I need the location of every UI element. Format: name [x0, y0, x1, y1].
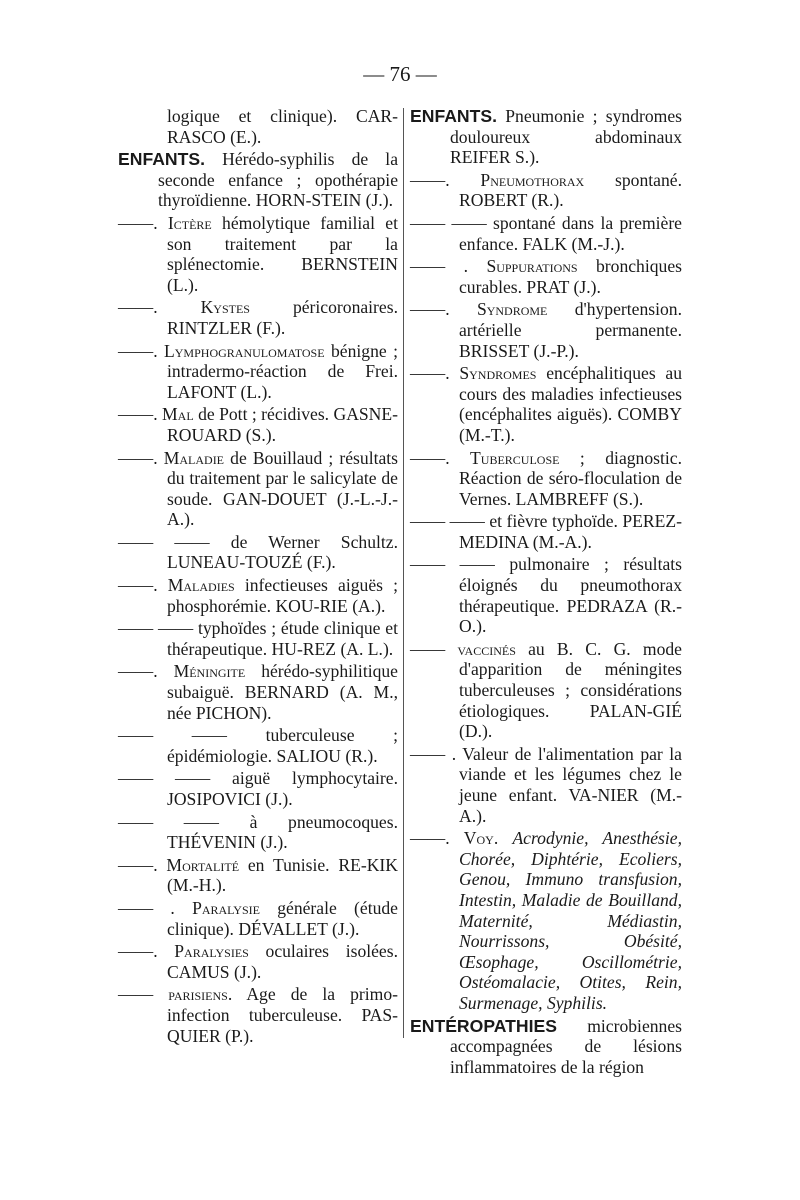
index-entry — [410, 363, 682, 445]
entry-subject: Pneumothorax — [480, 169, 585, 190]
entry-dash: ——. — [118, 340, 158, 361]
entry-text: infectieuses aiguës ; phosphorémie. KOU-RIE (A.). — [167, 575, 398, 616]
entry-dash: ——. — [118, 297, 158, 318]
index-entry — [410, 828, 682, 1013]
entry-text: Hérédo-syphilis de la seconde enfance ; opothérapie thyroïdienne. HORN-STEIN (J.). — [158, 149, 398, 211]
entry-subject: Ictère — [167, 212, 212, 233]
entry-subject: Mortalité — [166, 854, 240, 875]
index-entry — [118, 941, 398, 982]
entry-text: générale (étude clinique). DÉVALLET (J.). — [167, 897, 398, 939]
column-divider — [403, 108, 404, 1038]
entry-text: et fièvre typhoïde. PEREZ-MEDINA (M.-A.). — [459, 511, 682, 552]
entry-dash: —— — [118, 984, 154, 1005]
entry-dash: ——. — [118, 212, 158, 233]
entry-heading: ENFANTS. — [118, 149, 205, 170]
index-entry — [118, 768, 398, 809]
index-entry — [118, 725, 398, 766]
index-entry — [118, 898, 398, 939]
entry-subject: Syndromes — [459, 363, 537, 384]
index-entry — [410, 554, 682, 636]
left-column — [118, 106, 398, 1048]
entry-text: spontané dans la première enfance. FALK (M.-J.). — [459, 212, 682, 254]
entry-subject: Lymphogranulomatose — [164, 340, 325, 361]
entry-subject: Mal — [162, 404, 194, 425]
index-entry — [410, 744, 682, 826]
entry-dash: —— . — [410, 256, 469, 277]
index-entry — [118, 812, 398, 853]
entry-text: bronchiques curables. PRAT (J.). — [459, 256, 682, 297]
index-entry — [118, 448, 398, 530]
entry-dash: ——. — [410, 447, 450, 468]
index-entry — [118, 532, 398, 573]
entry-dash: —— —— — [410, 212, 487, 233]
index-entry — [118, 984, 398, 1046]
index-entry — [118, 661, 398, 723]
entry-dash: ——. — [118, 575, 158, 596]
entry-heading: ENFANTS. — [410, 106, 497, 126]
entry-dash: —— —— — [410, 511, 485, 532]
entry-text: tuberculeuse ; épidémiologie. SALIOU (R.). — [167, 725, 398, 766]
entry-subject: Kystes — [200, 297, 250, 318]
entry-dash: ——. — [118, 941, 158, 962]
entry-text: péricoronaires. RINTZLER (F.). — [167, 297, 398, 338]
index-entry — [410, 1016, 682, 1078]
entry-subject: Maladie — [163, 447, 225, 468]
entry-subject: parisiens. — [168, 984, 233, 1005]
index-entry — [410, 256, 682, 297]
entry-subject: Suppurations — [486, 256, 578, 277]
entry-text: Age de la primo-infection tuberculeuse. PAS-QUIER (P.). — [167, 984, 398, 1046]
entry-dash: ——. — [118, 404, 158, 425]
entry-text: de Werner Schultz. LUNEAU-TOUZÉ (F.). — [167, 531, 398, 573]
entry-dash: —— —— — [118, 725, 227, 746]
entry-text: en Tunisie. RE-KIK (M.-H.). — [167, 854, 398, 896]
index-entry — [410, 170, 682, 211]
entry-text: logique et clinique). CAR-RASCO (E.). — [167, 106, 398, 147]
index-entry — [118, 213, 398, 295]
entry-text: ; diagnostic. Réaction de séro-floculation de Vernes. LAMBREFF (S.). — [459, 447, 682, 509]
entry-dash: —— —— — [118, 618, 194, 639]
entry-subject: Voy. — [463, 828, 499, 849]
index-entry — [118, 404, 398, 445]
entry-dash: —— . — [118, 897, 175, 918]
index-entry — [410, 106, 682, 168]
entry-text: de Pott ; récidives. GASNE-ROUARD (S.). — [167, 404, 398, 445]
index-entry — [118, 341, 398, 403]
index-entry — [118, 106, 398, 147]
entry-text: Acrodynie, Anesthésie, Chorée, Diphtérie, Ecoliers, Genou, Immuno transfusion, Intestin, Maladie de Bouilland, Maternité, Médiastin, Nourrissons, Obésité, Œsophage, Oscillométrie, Ostéomalacie, Otites, Rein, Surmenage, Syphilis. — [459, 828, 682, 1013]
index-entry — [410, 299, 682, 361]
entry-text: oculaires isolées. CAMUS (J.). — [167, 941, 398, 982]
entry-text: bénigne ; intradermo-réaction de Frei. LAFONT (L.). — [167, 340, 398, 402]
entry-dash: ——. — [410, 299, 450, 320]
entry-text: hémolytique familial et son traitement par la splénectomie. BERNSTEIN (L.). — [167, 212, 398, 295]
entry-dash: —— — [410, 638, 446, 659]
index-entry — [118, 149, 398, 211]
entry-dash: ——. — [118, 447, 158, 468]
entry-text: Pneumonie ; syndromes douloureux abdominaux REIFER S.). — [450, 106, 682, 168]
index-entry — [118, 575, 398, 616]
index-entry — [118, 855, 398, 896]
entry-heading: ENTÉROPATHIES — [410, 1015, 557, 1036]
index-entry — [410, 511, 682, 552]
entry-subject: Paralysies — [174, 941, 249, 962]
entry-dash: —— —— — [118, 768, 211, 789]
page-number: — 76 — — [363, 62, 437, 86]
index-entry — [410, 448, 682, 510]
entry-dash: ——. — [410, 363, 450, 384]
entry-dash: —— —— — [410, 554, 495, 575]
entry-subject: Tuberculose — [470, 447, 560, 468]
entry-text: Valeur de l'alimentation par la viande et les légumes chez le jeune enfant. VA-NIER (M.-A.). — [459, 743, 682, 826]
entry-text: pulmonaire ; résultats éloignés du pneumothorax thérapeutique. PEDRAZA (R.-O.). — [459, 554, 682, 637]
entry-text: à pneumocoques. THÉVENIN (J.). — [167, 811, 398, 853]
entry-text: spontané. ROBERT (R.). — [459, 169, 682, 211]
entry-subject: Méningite — [173, 661, 246, 682]
entry-dash: ——. — [410, 828, 450, 849]
entry-subject: Maladies — [167, 575, 235, 596]
entry-subject: Paralysie — [192, 897, 260, 918]
entry-dash: —— . — [410, 743, 457, 764]
entry-subject: Syndrome — [476, 299, 548, 320]
entry-dash: ——. — [118, 661, 158, 682]
entry-dash: —— —— — [118, 531, 210, 552]
right-column — [410, 106, 682, 1079]
entry-subject: vaccinés — [457, 638, 516, 659]
entry-text: de Bouillaud ; résultats du traitement par le salicylate de soude. GAN-DOUET (J.-L.-J.-A.). — [167, 447, 399, 530]
entry-text: microbiennes accompagnées de lésions inflammatoires de la région — [450, 1015, 682, 1077]
entry-text: typhoïdes ; étude clinique et thérapeutique. HU-REZ (A. L.). — [167, 618, 398, 659]
index-entry — [118, 297, 398, 338]
entry-text: hérédo-syphilitique subaiguë. BERNARD (A. M., née PICHON). — [167, 661, 398, 723]
entry-text: aiguë lymphocytaire. JOSIPOVICI (J.). — [167, 768, 398, 809]
entry-dash: ——. — [410, 169, 450, 190]
entry-text: encéphalitiques au cours des maladies infectieuses (encéphalites aiguës). COMBY (M.-T.). — [459, 363, 683, 445]
entry-dash: ——. — [118, 854, 158, 875]
index-entry — [410, 213, 682, 254]
index-entry — [118, 618, 398, 659]
entry-dash: —— —— — [118, 811, 219, 832]
index-entry — [410, 639, 682, 742]
entry-text: d'hypertension. artérielle permanente. BRISSET (J.-P.). — [459, 299, 682, 361]
entry-text: au B. C. G. mode d'apparition de méningites tuberculeuses ; considérations étiologiques. PALAN-GIÉ (D.). — [459, 638, 682, 742]
